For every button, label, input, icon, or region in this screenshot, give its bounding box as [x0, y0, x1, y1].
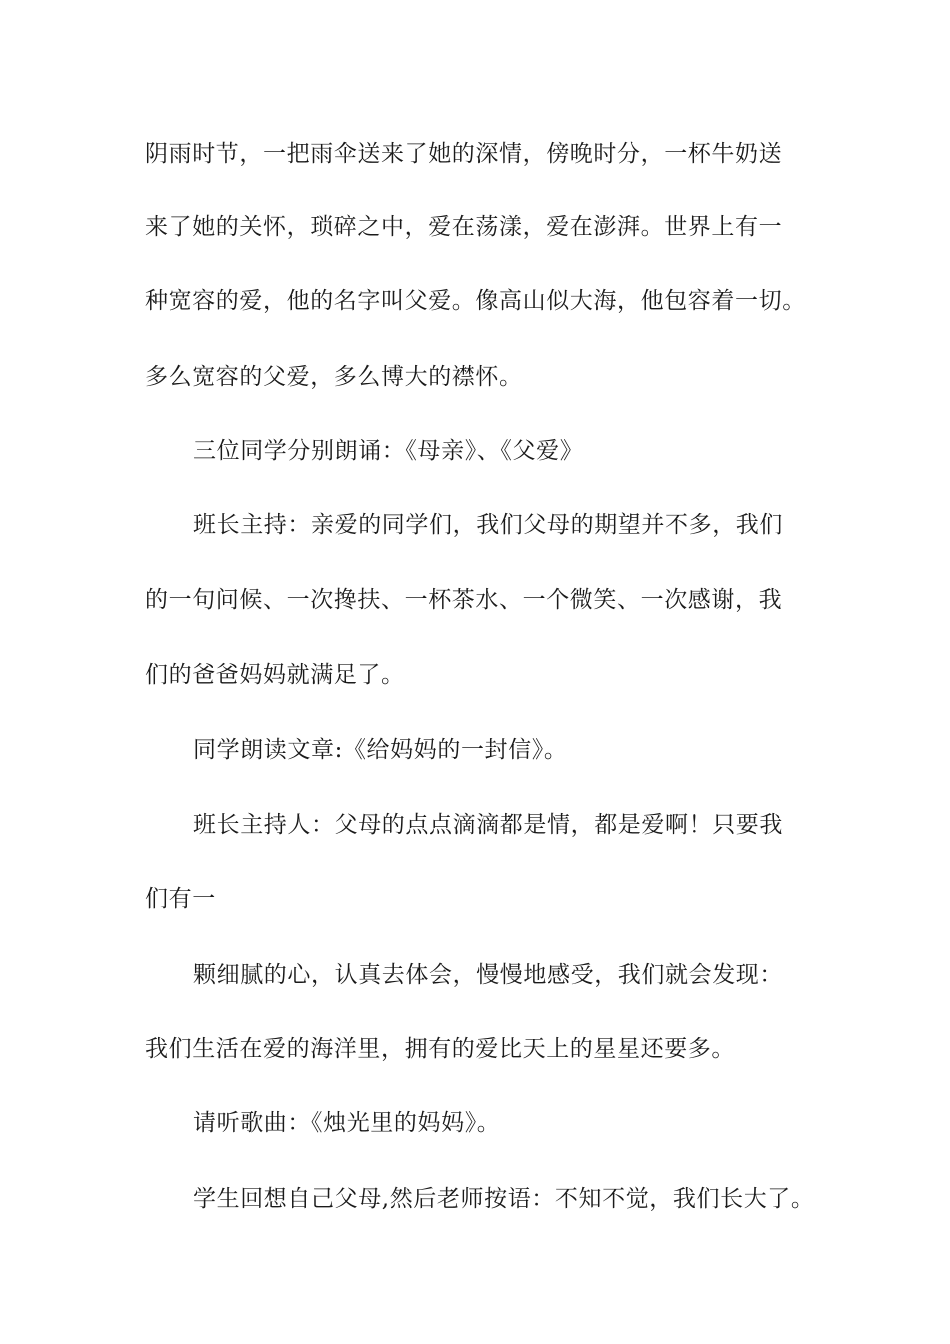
text-line: 来了她的关怀，琐碎之中，爱在荡漾，爱在澎湃。世界上有一 — [145, 214, 783, 240]
text-line: 学生回想自己父母,然后老师按语：不知不觉，我们长大了。 — [193, 1186, 815, 1212]
text-line: 的一句问候、一次搀扶、一杯茶水、一个微笑、一次感谢，我 — [145, 587, 783, 613]
text-line: 班长主持人：父母的点点滴滴都是情，都是爱啊！只要我 — [193, 812, 783, 838]
text-line: 请听歌曲：《烛光里的妈妈》。 — [193, 1110, 501, 1136]
text-line: 阴雨时节，一把雨伞送来了她的深情，傍晚时分，一杯牛奶送 — [145, 141, 783, 167]
text-line: 同学朗读文章:《给妈妈的一封信》。 — [193, 737, 568, 763]
text-line: 多么宽容的父爱，多么博大的襟怀。 — [145, 364, 523, 390]
text-line: 们有一 — [145, 886, 216, 912]
text-line: 三位同学分别朗诵：《母亲》、《父爱》 — [193, 438, 584, 464]
text-line: 班长主持：亲爱的同学们，我们父母的期望并不多，我们 — [193, 512, 783, 538]
text-line: 我们生活在爱的海洋里，拥有的爱比天上的星星还要多。 — [145, 1036, 735, 1062]
text-line: 颗细腻的心，认真去体会，慢慢地感受，我们就会发现： — [193, 962, 783, 988]
text-line: 种宽容的爱，他的名字叫父爱。像高山似大海，他包容着一切。 — [145, 288, 806, 314]
text-line: 们的爸爸妈妈就满足了。 — [145, 662, 405, 688]
